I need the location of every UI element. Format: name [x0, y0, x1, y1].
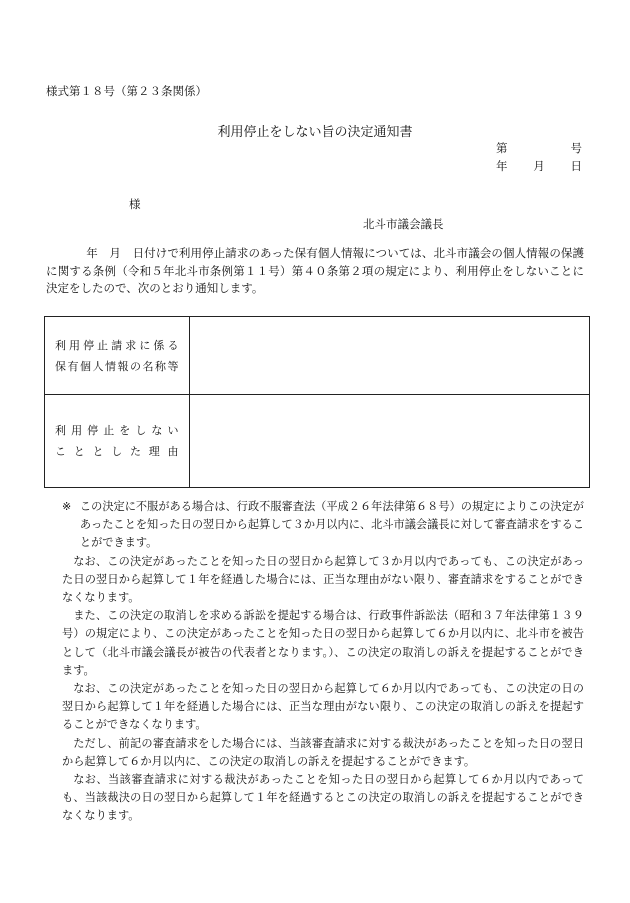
row1-label-line2: 保有個人情報の名称等 [55, 359, 179, 373]
doc-number-prefix: 第 [496, 141, 508, 155]
body-paragraph [46, 245, 584, 298]
note-mark: ※ [62, 500, 72, 513]
date-year: 年 [496, 159, 508, 173]
addressee-suffix: 様 [129, 197, 141, 211]
note-paragraph-2: なお、この決定があったことを知った日の翌日から起算して３か月以内であっても、この決定があった日の翌日から起算して１年を経過した場合には、正当な理由がない限り、審査請求をすることができなくなります。 [62, 554, 584, 605]
form-number: 様式第１８号（第２３条関係） [46, 84, 207, 98]
notes-section [62, 498, 584, 826]
table-row [45, 395, 590, 488]
document-number-line [496, 140, 582, 156]
date-month: 月 [533, 159, 545, 173]
date-day: 日 [570, 159, 582, 173]
issuer-name: 北斗市議会議長 [363, 217, 444, 231]
note-paragraph-4: なお、この決定があったことを知った日の翌日から起算して６か月以内であっても、この決定の日の翌日から起算して１年を経過した場合には、正当な理由がない限り、この決定の取消しの訴えを提起することができなくなります。 [62, 682, 584, 732]
date-line [496, 158, 582, 174]
row1-value-cell[interactable] [190, 317, 590, 395]
doc-number-suffix: 号 [570, 141, 582, 155]
row1-label-line1: 利用停止請求に係る [55, 338, 179, 352]
row1-label-cell [45, 317, 190, 395]
note-paragraph-5: ただし、前記の審査請求をした場合には、当該審査請求に対する裁決があったことを知った日の翌日から起算して６か月以内に、この決定の取消しの訴えを提起することができます。 [62, 736, 584, 768]
document-title: 利用停止をしない旨の決定通知書 [217, 125, 413, 140]
row2-label-cell [45, 395, 190, 488]
row2-value-cell[interactable] [190, 395, 590, 488]
note-paragraph-6: なお、当該審査請求に対する裁決があったことを知った日の翌日から起算して６か月以内であっても、当該裁決の日の翌日から起算して１年を経過するとこの決定の取消しの訴えを提起することができなくなります。 [62, 773, 584, 823]
note-paragraph-3: また、この決定の取消しを求める訴訟を提起する場合は、行政事件訴訟法（昭和３７年法律第１３９号）の規定により、この決定があったことを知った日の翌日から起算して６か月以内に、北斗市を被告として（北斗市議会議長が被告の代表者となります。）、この決定の取消しの訴えを提起することができます。 [62, 609, 584, 677]
row2-label-line1: 利用停止をしない [55, 424, 179, 437]
table-row [45, 317, 590, 395]
info-table [44, 316, 590, 488]
note-paragraph-1: ※ この決定に不服がある場合は、行政不服審査法（平成２６年法律第６８号）の規定によりこの決定があったことを知った日の翌日から起算して３か月以内に、北斗市議会議長に対して審査請求をすることができます。 [62, 500, 584, 550]
row2-label-line2: こととした理由 [55, 445, 179, 458]
body-text: 年 月 日付けで利用停止請求のあった保有個人情報については、北斗市議会の個人情報の保護に関する条例（令和５年北斗市条例第１１号）第４０条第２項の規定により、利用停止をしないことに決定をしたので、次のとおり通知します。 [46, 246, 584, 295]
